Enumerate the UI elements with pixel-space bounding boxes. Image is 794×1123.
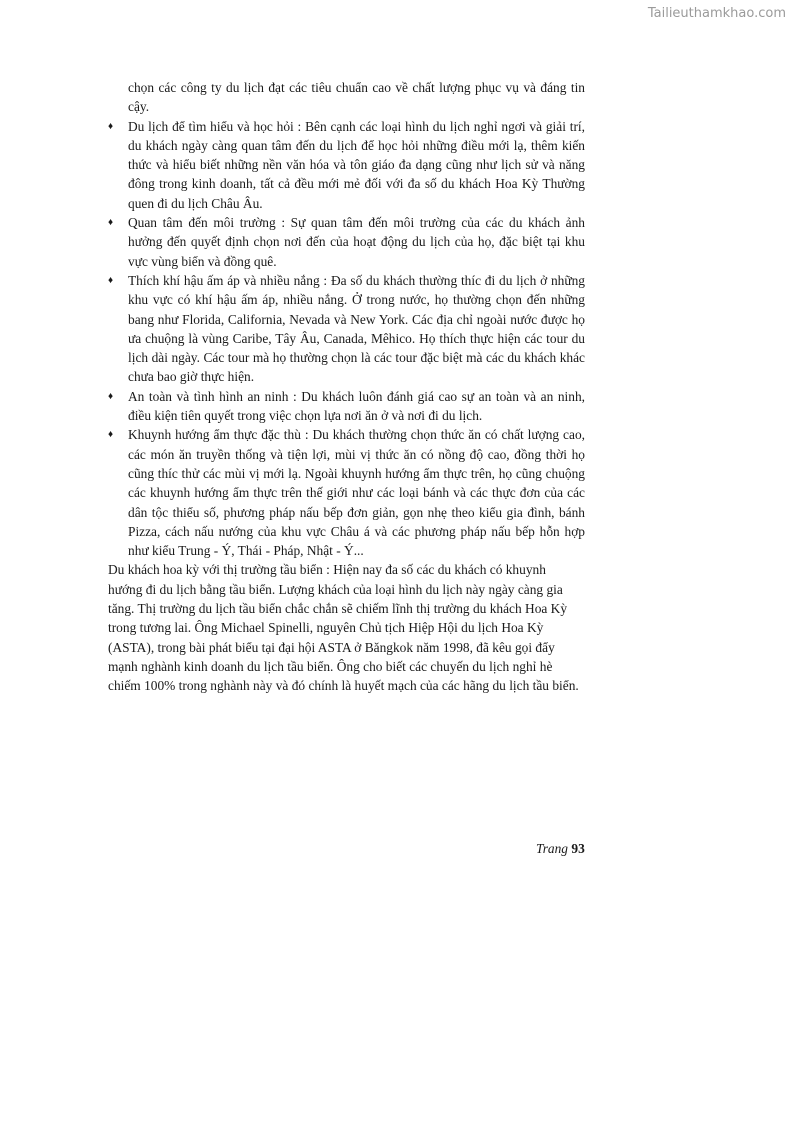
diamond-bullet-icon: ♦ (108, 429, 114, 441)
watermark: Tailieuthamkhao.com (647, 6, 786, 21)
bullet-text: An toàn và tình hình an ninh : Du khách luôn đánh giá cao sự an toàn và an ninh, điều kiện tiên quyết trong việc chọn lựa nơi ăn ở và nơi đi du lịch. (128, 388, 585, 424)
page-body (108, 78, 585, 696)
continuation-text: chọn các công ty du lịch đạt các tiêu chuẩn cao về chất lượng phục vụ và đáng tin cậy. (128, 80, 585, 115)
bullet-text: Du lịch để tìm hiểu và học hỏi : Bên cạnh các loại hình du lịch nghỉ ngơi và giải trí, du khách ngày càng quan tâm đến du lịch để học hỏi những điều mới lạ, thêm kiến thức và hiểu biết những nền văn hóa và tôn giáo đa dạng cũng như lịch sử và năng đông trong kinh doanh, tất cả đều mới mẻ đối với đa số du khách Hoa Kỳ Thường quen đi du lịch Châu Âu. (128, 118, 585, 211)
bullet-text: Thích khí hậu ấm áp và nhiều nắng : Đa số du khách thường thíc đi du lịch ở những khu vực có khí hậu ấm áp, nhiều nắng. Ở trong nước, họ thường chọn đến những bang như Florida, California, Nevada và New York. Các địa chỉ ngoài nước được họ ưa chuộng là vùng Caribe, Tây Âu, Canada, Mêhico. Họ thích thực hiện các tour du lịch dài ngày. Các tour mà họ thường chọn là các tour đặc biệt mà các du khách khác chưa bao giờ thực hiện. (128, 272, 585, 385)
diamond-bullet-icon: ♦ (108, 120, 114, 132)
body-paragraph: Du khách hoa kỳ với thị trường tầu biển : Hiện nay đa số các du khách có khuynh hướng đi du lịch bằng tầu biển. Lượng khách của loại hình du lịch này ngày càng gia tăng. Thị trường du lịch tầu biển chắc chắn sẽ chiếm lĩnh thị trường du khách Hoa Kỳ trong tương lai. Ông Michael Spinelli, nguyên Chủ tịch Hiệp Hội du lịch Hoa Kỳ (ASTA), trong bài phát biểu tại đại hội ASTA ở Băngkok năm 1998, đã kêu gọi đẩy mạnh nghành kinh doanh du lịch tầu biển. Ông cho biết các chuyến du lịch nghỉ hè chiếm 100% trong nghành này và đó chính là huyết mạch của các hãng du lịch tầu biển. (108, 562, 579, 694)
page-number (536, 841, 585, 857)
page-number-value: 93 (571, 841, 585, 856)
bullet-item (108, 387, 585, 426)
bullet-text: Quan tâm đến môi trường : Sự quan tâm đến môi trường của các du khách ảnh hưởng đến quyết định chọn nơi đến của hoạt động du lịch của họ, đặc biệt tại khu vực vùng biển và đồng quê. (128, 215, 585, 269)
diamond-bullet-icon: ♦ (108, 390, 114, 402)
bullet-item (108, 117, 585, 213)
page-label: Trang (536, 841, 569, 856)
bullet-item (108, 425, 585, 560)
diamond-bullet-icon: ♦ (108, 217, 114, 229)
bullet-text: Khuynh hướng ẩm thực đặc thù : Du khách thường chọn thức ăn có chất lượng cao, các món ăn truyền thống và tiện lợi, mùi vị thức ăn có nồng độ cao, đồng thời họ cũng thíc thử các mùi vị mới lạ. Ngoài khuynh hướng ẩm thực trên, họ cũng chuộng các khuynh hướng ẩm thực trên thế giới như các loại bánh và các thực đơn của các dân tộc thiểu số, phương pháp nấu bếp đơn giản, gọn nhẹ theo kiểu gia đình, bánh Pizza, cách nấu nướng của khu vực Châu á và các phương pháp nấu bếp hỗn hợp như kiểu Trung - Ý, Thái - Pháp, Nhật - Ý... (128, 427, 585, 559)
bullet-item (108, 271, 585, 387)
bullet-item (108, 213, 585, 271)
diamond-bullet-icon: ♦ (108, 274, 114, 286)
